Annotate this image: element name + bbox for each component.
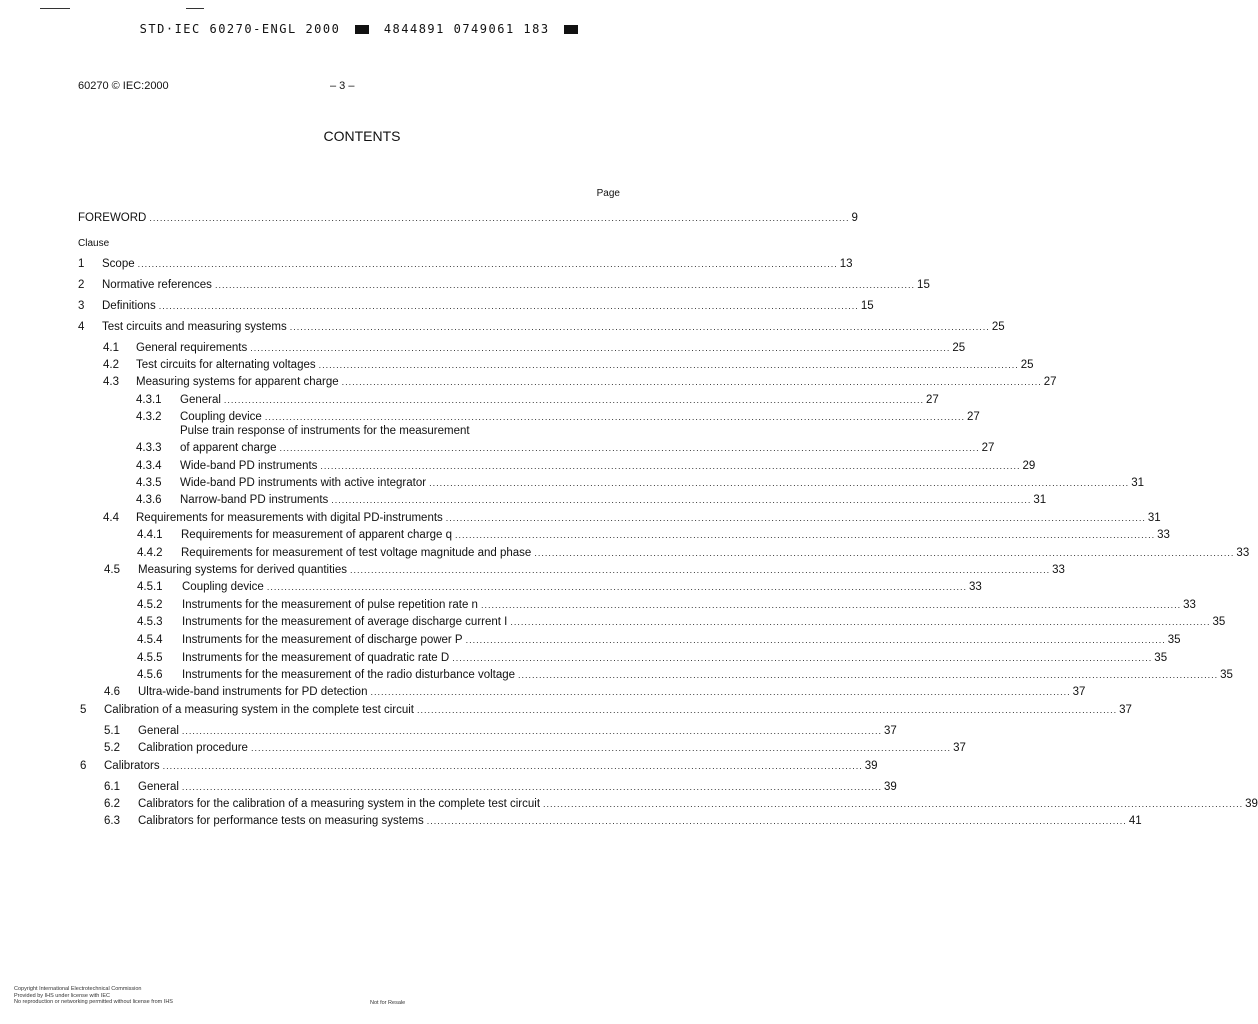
toc-leader-dots: ........................................................................................................................................................................................................ <box>370 687 1071 697</box>
toc-leader-dots: ........................................................................................................................................................................................................ <box>331 495 1032 505</box>
standard-id: STD·IEC 60270-ENGL 2000 <box>139 22 341 36</box>
toc-page-number: 33 <box>1183 599 1196 611</box>
toc-entry[interactable] <box>137 614 1226 630</box>
toc-entry-title: Test circuits and measuring systems <box>102 321 287 333</box>
toc-entry-number: 4.5.2 <box>137 599 163 611</box>
toc-page-number: 37 <box>953 742 966 754</box>
document-reference: 60270 © IEC:2000 <box>78 80 169 92</box>
toc-page-number: 25 <box>952 342 966 354</box>
standard-header <box>0 22 724 36</box>
toc-entry-title: Wide-band PD instruments <box>180 460 318 472</box>
redaction-block <box>564 25 578 34</box>
toc-page-number: 31 <box>1033 494 1047 506</box>
toc-entry[interactable] <box>104 779 897 795</box>
toc-page-number: 35 <box>1154 652 1168 664</box>
toc-entry-number: 3 <box>78 300 85 312</box>
toc-entry-title: Instruments for the measurement of pulse repetition rate n <box>182 599 478 611</box>
toc-entry[interactable] <box>78 298 874 314</box>
toc-leader-dots: ........................................................................................................................................................................................................ <box>250 343 951 353</box>
toc-entry-title: General requirements <box>136 342 248 354</box>
toc-entry-number: 6 <box>80 760 87 772</box>
toc-entry-number: 4.3 <box>103 376 119 388</box>
toc-entry[interactable] <box>137 632 1181 648</box>
page-title: CONTENTS <box>323 128 401 144</box>
toc-page-number: 33 <box>968 581 982 593</box>
toc-entry-title: Calibrators for the calibration of a measuring system in the complete test circuit <box>138 798 541 810</box>
toc-page-number: 27 <box>1043 376 1057 388</box>
toc-page-number: 31 <box>1131 477 1144 489</box>
toc-leader-dots: ........................................................................................................................................................................................................ <box>518 670 1219 680</box>
toc-entry-number: 4.3.2 <box>136 411 162 423</box>
toc-entry[interactable] <box>104 562 1065 578</box>
toc-page-number: 35 <box>1212 616 1226 628</box>
toc-entry[interactable] <box>137 597 1196 613</box>
page-number: – 3 – <box>330 80 355 92</box>
toc-leader-dots: ........................................................................................................................................................................................................ <box>426 816 1127 826</box>
toc-entry-number: 4.6 <box>104 686 120 698</box>
toc-leader-dots: ........................................................................................................................................................................................................ <box>158 301 859 311</box>
toc-entry[interactable] <box>136 392 939 408</box>
toc-entry[interactable] <box>137 545 1250 561</box>
toc-entry-number: 4.4.1 <box>137 529 163 541</box>
toc-entry-number: 5.2 <box>104 742 120 754</box>
toc-page-number: 33 <box>1157 529 1170 541</box>
toc-leader-dots: ........................................................................................................................................................................................................ <box>149 213 850 223</box>
toc-entry-number: 4.2 <box>103 359 119 371</box>
standard-code: 4844891 0749061 183 <box>383 22 550 36</box>
toc-entry[interactable] <box>136 458 1036 474</box>
toc-entry-title: Requirements for measurements with digital PD-instruments <box>136 512 443 524</box>
toc-entry-number: 4.3.5 <box>136 477 162 489</box>
scan-artifact <box>40 8 70 9</box>
toc-page-number: 9 <box>851 212 858 224</box>
toc-page-number: 33 <box>1052 564 1065 576</box>
toc-entry-title: Pulse train response of instruments for the measurement <box>180 425 470 437</box>
toc-entry-number: 4.5.4 <box>137 634 163 646</box>
toc-entry-title: Calibration procedure <box>138 742 248 754</box>
page-column-label: Page <box>596 188 620 199</box>
toc-entry-number: 4.3.4 <box>136 460 162 472</box>
toc-entry-title: Wide-band PD instruments with active integrator <box>180 477 427 489</box>
footer-line: No reproduction or networking permitted without license from IHS <box>14 999 173 1005</box>
toc-entry-title: Scope <box>102 258 135 270</box>
footer-line: Provided by IHS under license with IEC <box>14 992 110 999</box>
toc-entry-number: 6.3 <box>104 815 120 827</box>
toc-entry-title: Calibrators <box>104 760 160 772</box>
toc-entry[interactable] <box>78 319 1005 335</box>
toc-page-number: 39 <box>1245 798 1258 810</box>
toc-leader-dots: ........................................................................................................................................................................................................ <box>455 530 1156 540</box>
toc-entry-title: Instruments for the measurement of discharge power P <box>182 634 463 646</box>
toc-entry-title: General <box>180 394 221 406</box>
toc-page-number: 35 <box>1220 669 1233 681</box>
toc-entry-number: 6.2 <box>104 798 120 810</box>
toc-entry[interactable] <box>80 758 878 774</box>
toc-leader-dots: ........................................................................................................................................................................................................ <box>137 259 838 269</box>
toc-page-number: 35 <box>1167 634 1181 646</box>
toc-page-number: 27 <box>926 394 939 406</box>
toc-entry-title: Calibration of a measuring system in the complete test circuit <box>104 704 414 716</box>
toc-leader-dots: ........................................................................................................................................................................................................ <box>534 548 1235 558</box>
toc-entry[interactable] <box>103 357 1034 373</box>
toc-entry-number: 4.5.1 <box>137 581 163 593</box>
toc-leader-dots: ........................................................................................................................................................................................................ <box>289 322 990 332</box>
toc-entry-number: 4.3.6 <box>136 494 162 506</box>
toc-entry[interactable] <box>78 210 858 226</box>
toc-entry-number: 4.3.3 <box>136 442 162 454</box>
toc-page-number: 37 <box>884 725 897 737</box>
clause-column-label: Clause <box>78 238 110 249</box>
toc-leader-dots: ........................................................................................................................................................................................................ <box>223 395 925 405</box>
toc-entry-number: 4.5.5 <box>137 652 163 664</box>
toc-entry-title: Requirements for measurement of test voltage magnitude and phase <box>181 547 532 559</box>
toc-entry-title: FOREWORD <box>78 212 147 224</box>
footer-line: Copyright International Electrotechnical Commission <box>14 986 142 992</box>
toc-page-number: 27 <box>966 411 980 423</box>
toc-entry-number: 4.3.1 <box>136 394 162 406</box>
toc-page-number: 41 <box>1128 815 1142 827</box>
toc-leader-dots: ........................................................................................................................................................................................................ <box>162 761 863 771</box>
toc-page-number: 33 <box>1236 547 1250 559</box>
toc-entry[interactable] <box>137 667 1233 683</box>
toc-page-number: 15 <box>860 300 874 312</box>
toc-entry[interactable] <box>136 475 1144 491</box>
toc-entry[interactable] <box>104 813 1142 829</box>
toc-entry[interactable] <box>137 579 982 595</box>
toc-entry[interactable] <box>78 277 930 293</box>
toc-leader-dots: ........................................................................................................................................................................................................ <box>279 443 980 453</box>
toc-entry-title: Narrow-band PD instruments <box>180 494 329 506</box>
toc-entry-title: Instruments for the measurement of average discharge current I <box>182 616 508 628</box>
toc-entry-number: 5.1 <box>104 725 120 737</box>
toc-entry[interactable] <box>104 796 1258 812</box>
toc-entry-number: 4.5.6 <box>137 669 163 681</box>
toc-page-number: 37 <box>1119 704 1132 716</box>
toc-entry-number: 1 <box>78 258 85 270</box>
toc-leader-dots: ........................................................................................................................................................................................................ <box>181 726 883 736</box>
toc-entry-title: Test circuits for alternating voltages <box>136 359 316 371</box>
toc-entry[interactable] <box>78 256 853 272</box>
toc-page-number: 37 <box>1072 686 1086 698</box>
toc-page-number: 25 <box>991 321 1005 333</box>
toc-entry-number: 4.5.3 <box>137 616 163 628</box>
toc-leader-dots: ........................................................................................................................................................................................................ <box>452 653 1153 663</box>
toc-entry[interactable] <box>104 684 1086 700</box>
toc-entry-title: Definitions <box>102 300 156 312</box>
toc-entry[interactable] <box>80 702 1132 718</box>
toc-leader-dots: ........................................................................................................................................................................................................ <box>465 635 1166 645</box>
toc-entry-title: Measuring systems for derived quantities <box>138 564 348 576</box>
toc-page-number: 25 <box>1020 359 1034 371</box>
toc-leader-dots: ........................................................................................................................................................................................................ <box>214 280 916 290</box>
toc-entry-title: Instruments for the measurement of quadratic rate D <box>182 652 450 664</box>
toc-page-number: 39 <box>884 781 897 793</box>
toc-entry-number: 2 <box>78 279 85 291</box>
toc-entry[interactable] <box>104 740 966 756</box>
toc-entry-number: 4.5 <box>104 564 120 576</box>
toc-page-number: 39 <box>864 760 878 772</box>
toc-leader-dots: ........................................................................................................................................................................................................ <box>417 705 1118 715</box>
toc-entry-number: 6.1 <box>104 781 120 793</box>
toc-leader-dots: ........................................................................................................................................................................................................ <box>264 412 965 422</box>
toc-entry-title: Measuring systems for apparent charge <box>136 376 339 388</box>
toc-leader-dots: ........................................................................................................................................................................................................ <box>510 617 1211 627</box>
toc-leader-dots: ........................................................................................................................................................................................................ <box>429 478 1130 488</box>
toc-page-number: 27 <box>981 442 995 454</box>
toc-leader-dots: ........................................................................................................................................................................................................ <box>250 743 952 753</box>
toc-entry-title: Calibrators for performance tests on measuring systems <box>138 815 424 827</box>
toc-entry-title: Requirements for measurement of apparent charge q <box>181 529 453 541</box>
toc-entry[interactable] <box>137 527 1170 543</box>
scan-artifact <box>186 8 204 9</box>
toc-entry[interactable] <box>103 340 966 356</box>
toc-leader-dots: ........................................................................................................................................................................................................ <box>320 461 1021 471</box>
toc-entry-title: Ultra-wide-band instruments for PD detection <box>138 686 368 698</box>
toc-leader-dots: ........................................................................................................................................................................................................ <box>181 782 883 792</box>
toc-entry-number: 5 <box>80 704 87 716</box>
toc-entry-title-continued: of apparent charge <box>180 442 277 454</box>
resale-notice: Not for Resale <box>370 1000 406 1006</box>
toc-entry-title: Instruments for the measurement of the radio disturbance voltage <box>182 669 516 681</box>
toc-entry-title: General <box>138 725 179 737</box>
toc-leader-dots: ........................................................................................................................................................................................................ <box>318 360 1019 370</box>
toc-entry[interactable] <box>103 374 1057 390</box>
toc-entry-number: 4.1 <box>103 342 119 354</box>
toc-entry-title: Coupling device <box>180 411 262 423</box>
toc-entry-title: Coupling device <box>182 581 264 593</box>
redaction-block <box>355 25 369 34</box>
toc-leader-dots: ........................................................................................................................................................................................................ <box>266 582 967 592</box>
toc-entry-number: 4.4 <box>103 512 119 524</box>
toc-page-number: 29 <box>1022 460 1036 472</box>
toc-entry-number: 4 <box>78 321 85 333</box>
toc-entry[interactable] <box>136 492 1047 508</box>
toc-entry-title: Normative references <box>102 279 212 291</box>
toc-entry-title: General <box>138 781 179 793</box>
toc-entry[interactable] <box>136 425 995 456</box>
toc-leader-dots: ........................................................................................................................................................................................................ <box>350 565 1051 575</box>
copyright-footer <box>14 986 173 1006</box>
toc-page-number: 15 <box>917 279 930 291</box>
toc-leader-dots: ........................................................................................................................................................................................................ <box>480 600 1182 610</box>
toc-entry[interactable] <box>104 723 897 739</box>
toc-leader-dots: ........................................................................................................................................................................................................ <box>445 513 1146 523</box>
toc-entry[interactable] <box>137 650 1168 666</box>
toc-page-number: 13 <box>839 258 853 270</box>
toc-page-number: 31 <box>1147 512 1161 524</box>
toc-entry[interactable] <box>103 510 1161 526</box>
toc-leader-dots: ........................................................................................................................................................................................................ <box>341 377 1042 387</box>
toc-leader-dots: ........................................................................................................................................................................................................ <box>543 799 1244 809</box>
toc-entry-number: 4.4.2 <box>137 547 163 559</box>
